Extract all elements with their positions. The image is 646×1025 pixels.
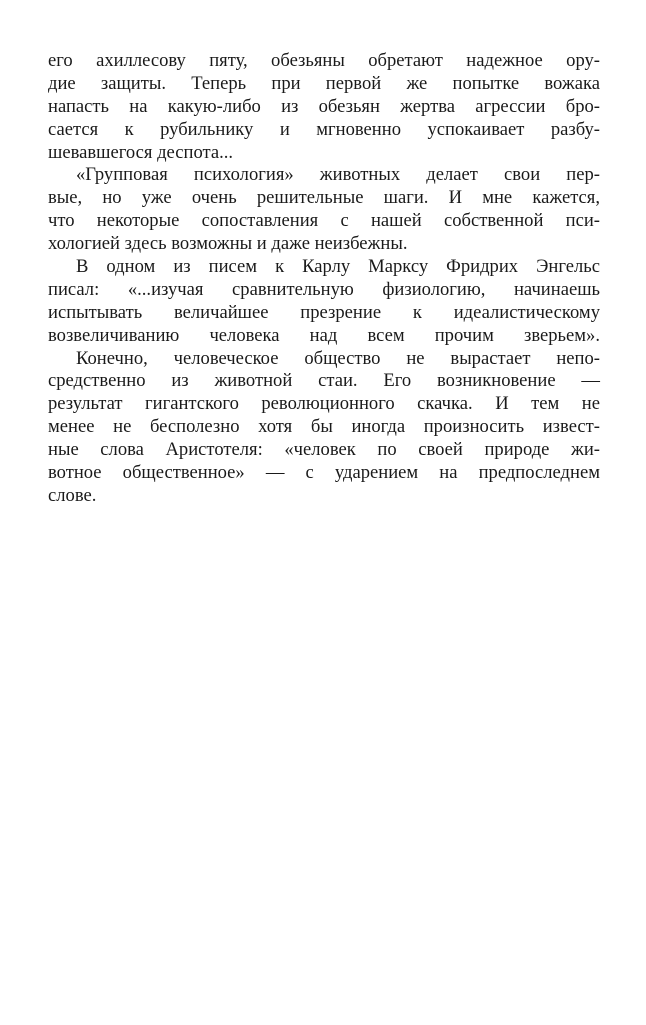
- text-line: Конечно, человеческое общество не вырастает непо-: [76, 347, 600, 369]
- text-line: что некоторые сопоставления с нашей собственной пси-: [48, 210, 600, 232]
- text-line: его ахиллесову пяту, обезьяны обретают надежное ору-: [48, 50, 600, 71]
- text-line: хологией здесь возможны и даже неизбежны.: [48, 233, 408, 255]
- text-line: В одном из писем к Карлу Марксу Фридрих Энгельс: [76, 256, 600, 278]
- text-line: средственно из животной стаи. Его возникновение —: [48, 370, 600, 392]
- text-line: возвеличиванию человека над всем прочим зверьем».: [48, 324, 600, 346]
- paragraph-2: [48, 164, 600, 256]
- text-line: слове.: [48, 484, 97, 506]
- paragraph-4: [48, 348, 600, 508]
- paragraph-3: [48, 256, 600, 348]
- text-line: писал: «...изучая сравнительную физиологию, начинаешь: [48, 278, 600, 300]
- text-line: напасть на какую-либо из обезьян жертва агрессии бро-: [48, 95, 600, 117]
- text-line: вотное общественное» — с ударением на предпоследнем: [48, 462, 600, 484]
- text-line: вые, но уже очень решительные шаги. И мне кажется,: [48, 187, 600, 209]
- text-line: шевавшегося деспота...: [48, 141, 234, 163]
- text-line: испытывать величайшее презрение к идеалистическому: [48, 301, 600, 323]
- body-text: [48, 50, 600, 508]
- text-line: менее не бесполезно хотя бы иногда произносить извест-: [48, 416, 600, 438]
- text-line: сается к рубильнику и мгновенно успокаивает разбу-: [48, 118, 600, 140]
- text-line: ные слова Аристотеля: «человек по своей природе жи-: [48, 439, 600, 461]
- text-line: дие защиты. Теперь при первой же попытке вожака: [48, 72, 600, 94]
- text-line: «Групповая психология» животных делает свои пер-: [76, 164, 600, 186]
- text-line: результат гигантского революционного скачка. И тем не: [48, 393, 600, 415]
- paragraph-1: [48, 50, 600, 164]
